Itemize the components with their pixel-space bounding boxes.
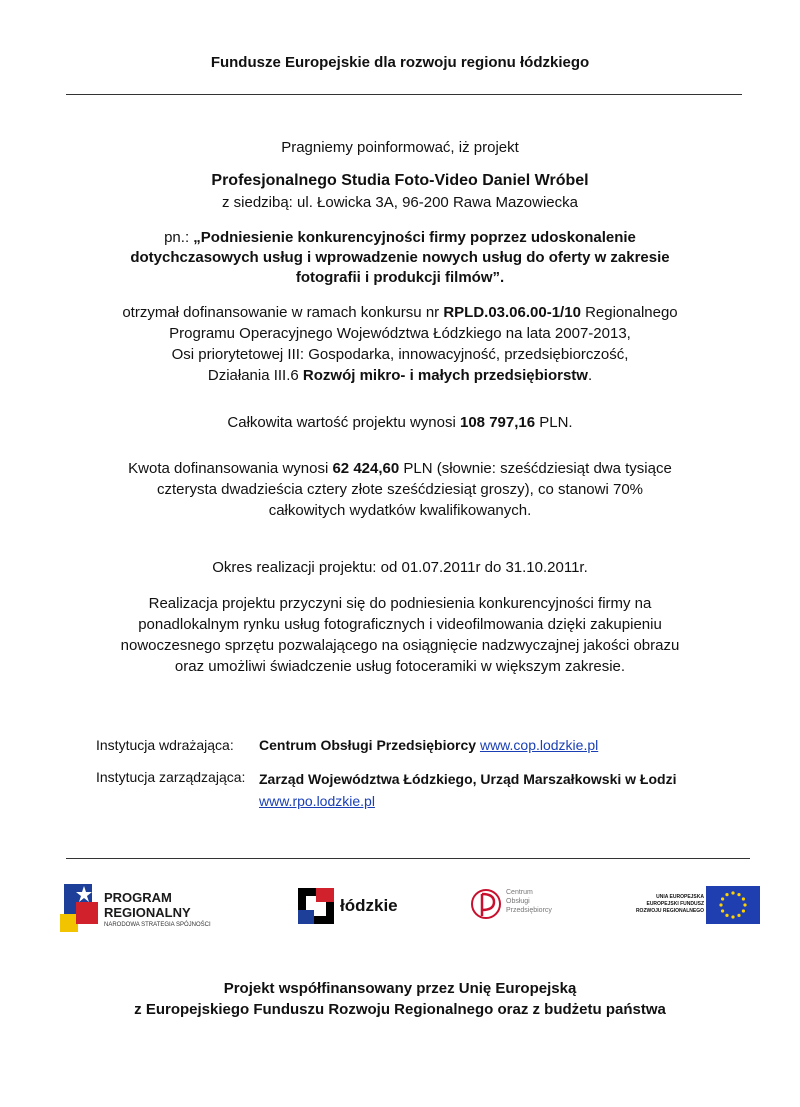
grant-paragraph — [0, 458, 800, 521]
total-value-currency: PLN. — [535, 414, 573, 431]
cop-line3: Przedsiębiorcy — [506, 907, 552, 914]
program-line1: PROGRAM — [104, 890, 172, 905]
measure-name: Rozwój mikro- i małych przedsiębiorstw — [302, 367, 588, 384]
program-subtitle: NARODOWA STRATEGIA SPÓJNOŚCI — [104, 922, 211, 928]
funding-line2: Programu Operacyjnego Województwa Łódzkiego na lata 2007-2013, — [169, 325, 631, 342]
footer-text — [0, 978, 800, 1020]
managing-name: Zarząd Województwa Łódzkiego, Urząd Marszałkowski w Łodzi — [259, 771, 677, 787]
funding-line1-suffix: Regionalnego — [580, 304, 678, 321]
implementing-url-link[interactable]: www.cop.lodzkie.pl — [479, 737, 599, 753]
funding-paragraph — [0, 302, 800, 386]
managing-value — [259, 768, 676, 812]
eu-line3: ROZWOJU REGIONALNEGO — [635, 908, 704, 914]
footer-line1: Projekt współfinansowany przez Unię Europejską — [223, 980, 577, 997]
funding-line4-text: Działania III.6 — [207, 367, 303, 384]
cop-logo — [470, 884, 580, 928]
cop-emblem-icon — [470, 884, 502, 924]
project-period: Okres realizacji projektu: od 01.07.2011r do 31.10.2011r. — [212, 559, 588, 576]
goal-line2: ponadlokalnym rynku usług fotograficznych i videofilmowania dzięki zakupieniu — [138, 616, 662, 633]
grant-line2: czterysta dwadzieścia cztery złote sześćdziesiąt groszy), co stanowi 70% — [156, 481, 644, 498]
grant-label: Kwota dofinansowania wynosi — [128, 460, 333, 477]
document-header: Fundusze Europejskie dla rozwoju regionu łódzkiego — [210, 54, 590, 71]
eu-line2: EUROPEJSKI FUNDUSZ — [646, 901, 704, 907]
lodzkie-text: łódzkie — [340, 896, 398, 915]
eu-logo — [618, 884, 760, 926]
implementing-institution — [96, 736, 234, 754]
footer-divider — [66, 858, 750, 859]
managing-label: Instytucja zarządzająca: — [96, 769, 246, 785]
implementing-value — [259, 736, 598, 754]
goal-line1: Realizacja projektu przyczyni się do podniesienia konkurencyjności firmy na — [148, 595, 652, 612]
lodzkie-logo — [298, 888, 408, 928]
intro-text: Pragniemy poinformować, iż projekt — [281, 139, 519, 156]
project-title-line2: dotychczasowych usług i wprowadzenie nowych usług do oferty w zakresie — [130, 249, 670, 266]
program-regionalny-emblem-icon — [58, 880, 102, 936]
eu-flag-icon — [706, 886, 760, 924]
grant-line1-suffix: PLN (słownie: sześćdziesiąt dwa tysiące — [399, 460, 672, 477]
project-title-line1: „Podniesienie konkurencyjności firmy poprzez udoskonalenie — [193, 229, 636, 246]
funding-line3: Osi priorytetowej III: Gospodarka, innowacyjność, przedsiębiorczość, — [171, 346, 629, 363]
company-name: Profesjonalnego Studia Foto-Video Daniel Wróbel — [211, 172, 589, 189]
funding-line1-text: otrzymał dofinansowanie w ramach konkursu nr — [122, 304, 444, 321]
goal-line3: nowoczesnego sprzętu pozwalającego na osiągnięcie nadzwyczajnej jakości obrazu — [120, 637, 680, 654]
total-value — [0, 413, 800, 433]
grant-line3: całkowitych wydatków kwalifikowanych. — [268, 502, 532, 519]
managing-institution — [96, 768, 245, 786]
project-title — [0, 228, 800, 288]
funding-line4-suffix: . — [587, 367, 593, 384]
grant-amount: 62 424,60 — [332, 460, 400, 477]
implementing-name: Centrum Obsługi Przedsiębiorcy — [259, 737, 477, 753]
goal-line4: oraz umożliwi świadczenie usług fotoceramiki w większym zakresie. — [174, 658, 626, 675]
goal-paragraph — [0, 593, 800, 677]
lodzkie-emblem-icon — [298, 888, 334, 924]
competition-number: RPLD.03.06.00-1/10 — [443, 304, 581, 321]
managing-url-link[interactable]: www.rpo.lodzkie.pl — [259, 793, 375, 809]
total-value-amount: 108 797,16 — [460, 414, 536, 431]
header-divider — [66, 94, 742, 95]
program-line2: REGIONALNY — [104, 905, 191, 920]
eu-line1: UNIA EUROPEJSKA — [656, 894, 704, 900]
company-address: z siedzibą: ul. Łowicka 3A, 96-200 Rawa Mazowiecka — [221, 194, 578, 211]
project-title-line3: fotografii i produkcji filmów”. — [295, 269, 505, 286]
project-title-prefix: pn.: — [164, 229, 194, 246]
program-regionalny-logo — [58, 880, 238, 940]
implementing-label: Instytucja wdrażająca: — [96, 737, 234, 753]
footer-line2: z Europejskiego Funduszu Rozwoju Regionalnego oraz z budżetu państwa — [134, 1001, 666, 1018]
cop-line1: Centrum — [506, 889, 533, 896]
cop-line2: Obsługi — [506, 898, 530, 905]
total-value-label: Całkowita wartość projektu wynosi — [227, 414, 460, 431]
